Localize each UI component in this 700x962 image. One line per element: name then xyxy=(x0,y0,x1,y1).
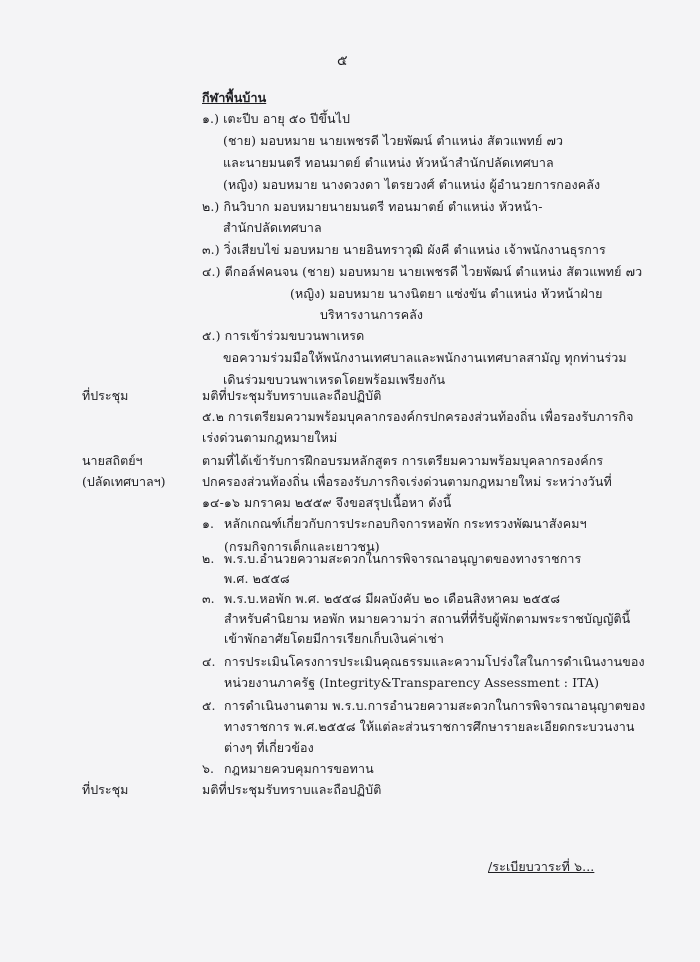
agenda-5-2-line-2: เร่งด่วนตามกฎหมายใหม่ xyxy=(202,430,338,445)
summary-item-1-line-1: หลักเกณฑ์เกี่ยวกับการประกอบกิจการหอพัก กระทรวงพัฒนาสังคมฯ xyxy=(224,516,587,531)
sport-item-1-line-2: (ชาย) มอบหมาย นายเพชรดี ไวยพัฒน์ ตำแหน่ง สัตวแพทย์ ๗ว xyxy=(223,133,564,148)
summary-item-4-line-1: การประเมินโครงการประเมินคุณธรรมและความโปร่งใสในการดำเนินงานของ xyxy=(224,654,645,669)
sport-item-1-line-3: และนายมนตรี ทอนมาตย์ ตำแหน่ง หัวหน้าสำนักปลัดเทศบาล xyxy=(223,155,554,170)
meeting-resolution-1: มติที่ประชุมรับทราบและถือปฏิบัติ xyxy=(202,388,382,403)
sport-item-2-line-2: สำนักปลัดเทศบาล xyxy=(223,220,322,235)
sport-item-5-line-3: เดินร่วมขบวนพาเหรดโดยพร้อมเพรียงกัน xyxy=(223,372,446,387)
speaker-intro-line-1: ตามที่ได้เข้ารับการฝึกอบรมหลักสูตร การเตรียมความพร้อมบุคลากรองค์กร xyxy=(202,453,604,468)
sport-item-3-line-1: ๓.) วิ่งเสียบไข่ มอบหมาย นายอินทราวุฒิ ผังคี ตำแหน่ง เจ้าพนักงานธุรการ xyxy=(202,242,606,257)
speaker-sublabel: (ปลัดเทศบาลฯ) xyxy=(82,474,166,489)
sport-item-2-line-1: ๒.) กินวิบาก มอบหมายนายมนตรี ทอนมาตย์ ตำแหน่ง หัวหน้า- xyxy=(202,199,543,214)
summary-item-5-number: ๕. xyxy=(202,698,216,713)
summary-item-5-line-2: ทางราชการ พ.ศ.๒๕๕๘ ให้แต่ละส่วนราชการศึกษารายละเอียดกระบวนงาน xyxy=(224,719,635,734)
footer-next-agenda: /ระเบียบวาระที่ ๖... xyxy=(488,859,595,874)
agenda-5-2-line-1: ๕.๒ การเตรียมความพร้อมบุคลากรองค์กรปกครองส่วนท้องถิ่น เพื่อรองรับภารกิจ xyxy=(202,409,634,424)
summary-item-3-number: ๓. xyxy=(202,591,215,606)
speaker-label: นายสถิตย์ฯ xyxy=(82,453,143,468)
sport-item-1-line-4: (หญิง) มอบหมาย นางดวงดา ไตรยวงศ์ ตำแหน่ง ผู้อำนวยการกองคลัง xyxy=(223,177,601,192)
sport-item-4-line-2: (หญิง) มอบหมาย นางนิตยา แซ่งขัน ตำแหน่ง หัวหน้าฝ่าย xyxy=(290,286,603,301)
summary-item-4-line-2: หน่วยงานภาครัฐ (Integrity&Transparency Assessment : ITA) xyxy=(224,675,600,690)
summary-item-2-line-2: พ.ศ. ๒๕๕๘ xyxy=(224,571,290,586)
summary-item-3-line-1: พ.ร.บ.หอพัก พ.ศ. ๒๕๕๘ มีผลบังคับ ๒๐ เดือนสิงหาคม ๒๕๕๘ xyxy=(224,591,561,606)
summary-item-2-number: ๒. xyxy=(202,551,215,566)
summary-item-5-line-1: การดำเนินงานตาม พ.ร.บ.การอำนวยความสะดวกในการพิจารณาอนุญาตของ xyxy=(224,698,646,713)
sport-item-4-line-1: ๔.) ตีกอล์ฟคนจน (ชาย) มอบหมาย นายเพชรดี ไวยพัฒน์ ตำแหน่ง สัตวแพทย์ ๗ว xyxy=(202,264,643,279)
speaker-intro-line-3: ๑๔-๑๖ มกราคม ๒๕๕๙ จึงขอสรุปเนื้อหา ดังนี้ xyxy=(202,495,452,510)
summary-item-4-number: ๔. xyxy=(202,654,216,669)
sport-item-5-line-2: ขอความร่วมมือให้พนักงานเทศบาลและพนักงานเทศบาลสามัญ ทุกท่านร่วม xyxy=(223,350,627,365)
meeting-label-2: ที่ประชุม xyxy=(82,782,129,797)
summary-item-1-line-2: (กรมกิจการเด็กและเยาวชน) xyxy=(224,539,380,554)
speaker-intro-line-2: ปกครองส่วนท้องถิ่น เพื่อรองรับภารกิจเร่งด่วนตามกฎหมายใหม่ ระหว่างวันที่ xyxy=(202,474,612,489)
sport-item-4-line-3: บริหารงานการคลัง xyxy=(320,307,424,322)
meeting-label-1: ที่ประชุม xyxy=(82,388,129,403)
summary-item-5-line-3: ต่างๆ ที่เกี่ยวข้อง xyxy=(224,740,314,755)
summary-item-3-line-2: สำหรับคำนิยาม หอพัก หมายความว่า สถานที่ที่รับผู้พักตามพระราชบัญญัตินี้ xyxy=(224,611,631,626)
summary-item-3-line-3: เข้าพักอาศัยโดยมีการเรียกเก็บเงินค่าเช่า xyxy=(224,631,444,646)
meeting-resolution-2: มติที่ประชุมรับทราบและถือปฏิบัติ xyxy=(202,782,382,797)
sport-item-5-line-1: ๕.) การเข้าร่วมขบวนพาเหรด xyxy=(202,328,365,343)
page-number: ๕ xyxy=(337,53,348,69)
summary-item-6-line-1: กฎหมายควบคุมการขอทาน xyxy=(224,761,374,776)
summary-item-6-number: ๖. xyxy=(202,761,215,776)
summary-item-1-number: ๑. xyxy=(202,516,215,531)
sport-item-1-line-1: ๑.) เตะปีบ อายุ ๕๐ ปีขึ้นไป xyxy=(202,111,351,126)
summary-item-2-line-1: พ.ร.บ.อำนวยความสะดวกในการพิจารณาอนุญาตของทางราชการ xyxy=(224,551,582,566)
section-title: กีฬาพื้นบ้าน xyxy=(202,90,267,105)
